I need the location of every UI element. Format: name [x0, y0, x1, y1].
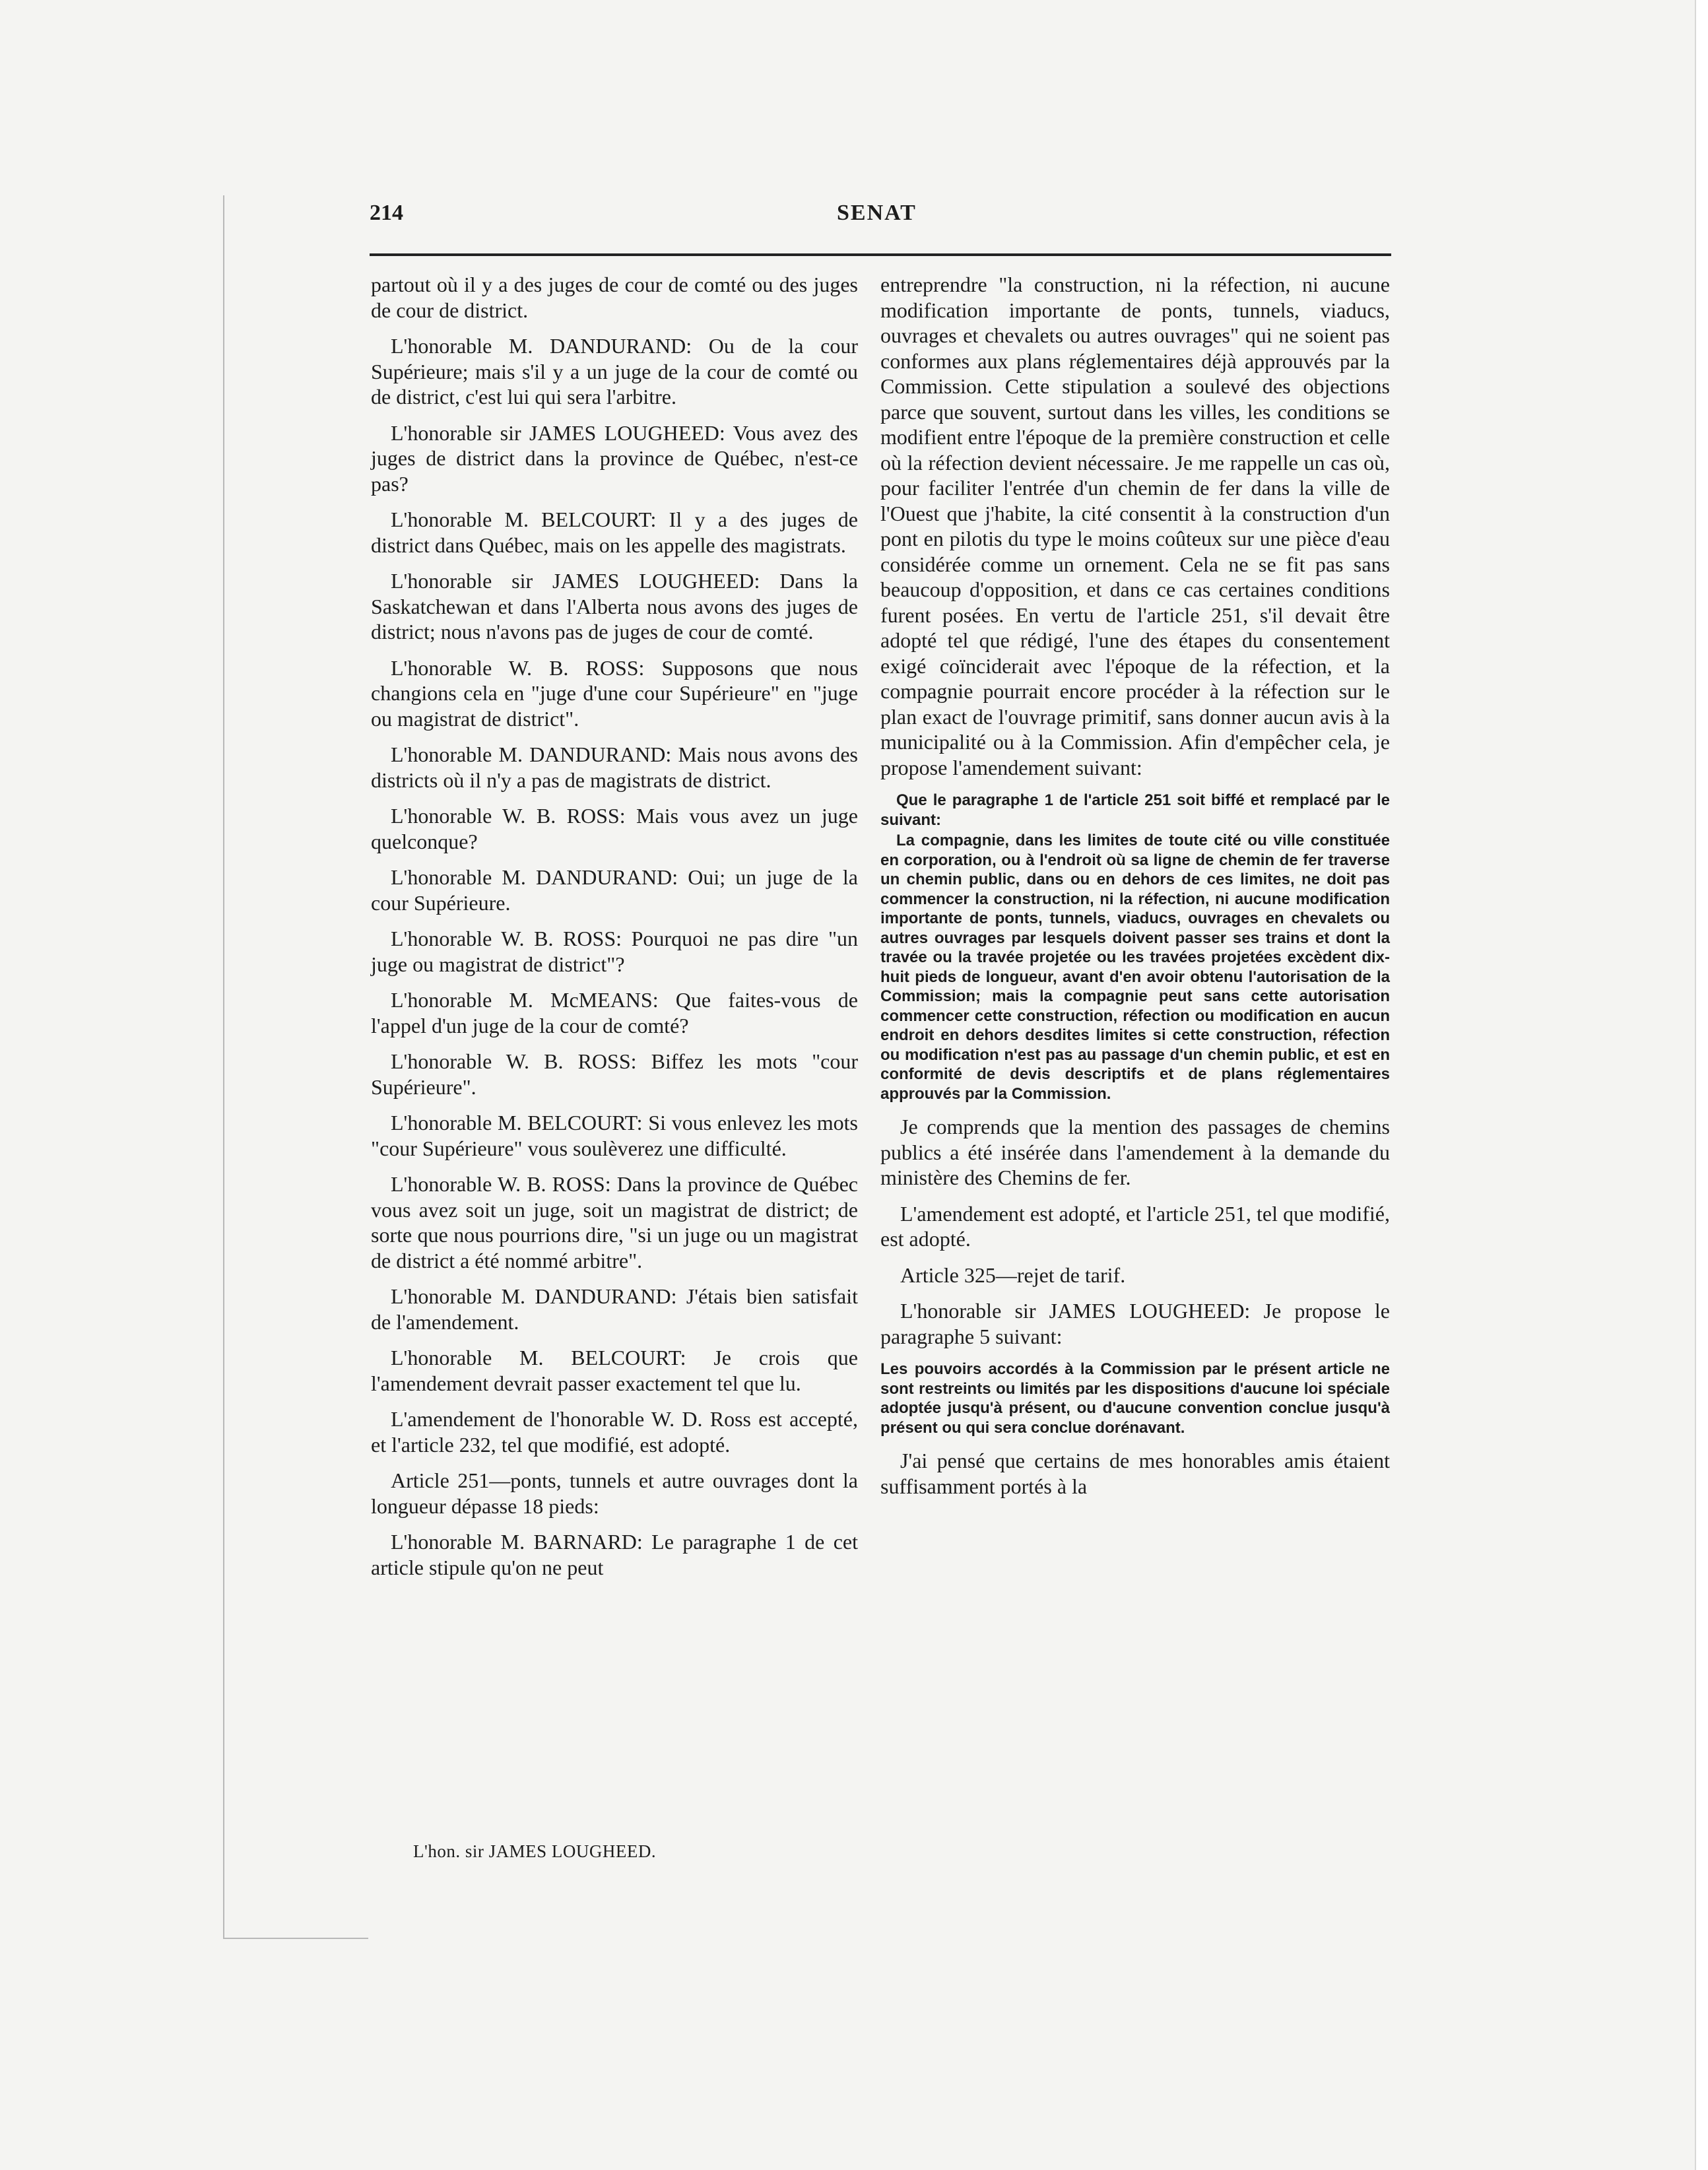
paragraph: L'honorable W. B. ROSS: Dans la province de Québec vous avez soit un juge, soit un magistrat de district; de sorte que nous pourrions dire, "si un juge ou un magistrat de district a été nommé arbitre". [371, 1172, 858, 1272]
paragraph: partout où il y a des juges de cour de comté ou des juges de cour de district. [371, 273, 858, 322]
paragraph: L'amendement de l'honorable W. D. Ross est accepté, et l'article 232, tel que modifié, est adopté. [371, 1407, 858, 1457]
paragraph: J'ai pensé que certains de mes honorables amis étaient suffisamment portés à la [880, 1449, 1390, 1498]
paragraph: L'honorable M. DANDURAND: Ou de la cour Supérieure; mais s'il y a un juge de la cour de comté ou de district, c'est lui qui sera l'arbitre. [371, 334, 858, 409]
crop-mark-vertical [223, 195, 224, 1938]
footer-signature: L'hon. sir JAMES LOUGHEED. [413, 1841, 657, 1861]
paragraph: L'honorable M. BELCOURT: Je crois que l'amendement devrait passer exactement tel que lu. [371, 1346, 858, 1395]
paragraph: Je comprends que la mention des passages de chemins publics a été insérée dans l'amendement à la demande du ministère des Chemins de fer. [880, 1115, 1390, 1189]
paragraph: L'honorable M. BELCOURT: Il y a des juges de district dans Québec, mais on les appelle des magistrats. [371, 508, 858, 557]
paragraph: L'honorable M. DANDURAND: J'étais bien satisfait de l'amendement. [371, 1284, 858, 1334]
paragraph: L'honorable M. DANDURAND: Mais nous avons des districts où il n'y a pas de magistrats de district. [371, 742, 858, 792]
paragraph: L'honorable W. B. ROSS: Supposons que nous changions cela en "juge d'une cour Supérieure" en "juge ou magistrat de district". [371, 655, 858, 731]
paragraph: Article 325—rejet de tarif. [900, 1263, 1126, 1287]
right-column [880, 272, 1390, 1509]
paragraph: Article 251—ponts, tunnels et autre ouvrages dont la longueur dépasse 18 pieds: [371, 1468, 858, 1518]
paragraph: L'honorable M. DANDURAND: Oui; un juge de la cour Supérieure. [371, 865, 858, 915]
paragraph: L'honorable W. B. ROSS: Pourquoi ne pas dire "un juge ou magistrat de district"? [371, 927, 858, 976]
left-column [371, 272, 858, 1591]
paragraph: L'honorable sir JAMES LOUGHEED: Vous avez des juges de district dans la province de Québec, n'est-ce pas? [371, 420, 858, 496]
paragraph: L'honorable sir JAMES LOUGHEED: Je propose le paragraphe 5 suivant: [880, 1299, 1390, 1348]
paragraph: L'honorable W. B. ROSS: Mais vous avez un juge quelconque? [371, 804, 858, 853]
page-number: 214 [370, 201, 403, 225]
paragraph: entreprendre "la construction, ni la réfection, ni aucune modification importante de ponts, tunnels, viaducs, ouvrages et chevalets ou autres ouvrages" qui ne soient pas conformes aux plans réglementaires déjà approuvés par la Commission. Cette stipulation a soulevé des objections parce que souvent, surtout dans les villes, les conditions se modifient entre l'époque de la première construction et celle où la réfection devient nécessaire. Je me rappelle un cas où, pour faciliter l'entrée d'un chemin de fer dans la ville de l'Ouest que j'habite, la cité consentit à la construction d'un pont en pilotis du type le moins coûteux sur une pièce d'eau considérée comme un ornement. Cela ne se fit pas sans beaucoup d'opposition, et dans ce cas certaines conditions furent posées. En vertu de l'article 251, s'il devait être adopté tel que rédigé, l'une des étapes du consentement exigé coïnciderait avec l'époque de la réfection, et la compagnie pourrait encore procéder à la réfection sur le plan exact de l'ouvrage primitif, sans donner aucun avis à la municipalité ou à la Commission. Afin d'empêcher cela, je propose l'amendement suivant: [880, 273, 1390, 779]
header-rule [370, 253, 1391, 256]
crop-mark-horizontal [223, 1938, 368, 1939]
quoted-paragraph: Les pouvoirs accordés à la Commission par le présent article ne sont restreints ou limités par les dispositions d'aucune loi spéciale adoptée jusqu'à présent, ou d'aucune convention conclue jusqu'à présent ou qui sera conclue dorénavant. [880, 1360, 1390, 1437]
paragraph: L'honorable M. BARNARD: Le paragraphe 1 de cet article stipule qu'on ne peut [371, 1530, 858, 1579]
paragraph: L'honorable W. B. ROSS: Biffez les mots "cour Supérieure". [371, 1049, 858, 1099]
running-head: SENAT [837, 201, 917, 225]
quoted-motion: Que le paragraphe 1 de l'article 251 soit biffé et remplacé par le suivant: [880, 791, 1390, 829]
paragraph: L'honorable M. McMEANS: Que faites-vous de l'appel d'un juge de la cour de comté? [371, 988, 858, 1037]
paragraph: L'honorable M. BELCOURT: Si vous enlevez les mots "cour Supérieure" vous soulèverez une difficulté. [371, 1111, 858, 1160]
scan-edge [1695, 0, 1708, 2170]
paragraph: L'amendement est adopté, et l'article 251, tel que modifié, est adopté. [880, 1201, 1390, 1251]
quoted-amendment: La compagnie, dans les limites de toute cité ou ville constituée en corporation, ou à l'endroit où sa ligne de chemin de fer traverse un chemin public, dans ou en dehors de ces limites, ne doit pas commencer la construction, ni la réfection, ni aucune modification importante de ponts, tunnels, viaducs, ouvrages en chevalets ou autres ouvrages par lesquels doivent passer ses trains et dont la travée ou la travée projetée ou les travées projetées excèdent dix-huit pieds de longueur, avant d'en avoir obtenu l'autorisation de la Commission; mais la compagnie peut sans cette autorisation commencer cette construction, réfection ou modification en aucun endroit en dehors desdites limites si cette construction, réfection ou modification n'est pas au passage d'un chemin public, et est en conformité de devis descriptifs et de plans réglementaires approuvés par la Commission. [880, 832, 1390, 1103]
paragraph: L'honorable sir JAMES LOUGHEED: Dans la Saskatchewan et dans l'Alberta nous avons des juges de district; nous n'avons pas de juges de cour de comté. [371, 569, 858, 643]
